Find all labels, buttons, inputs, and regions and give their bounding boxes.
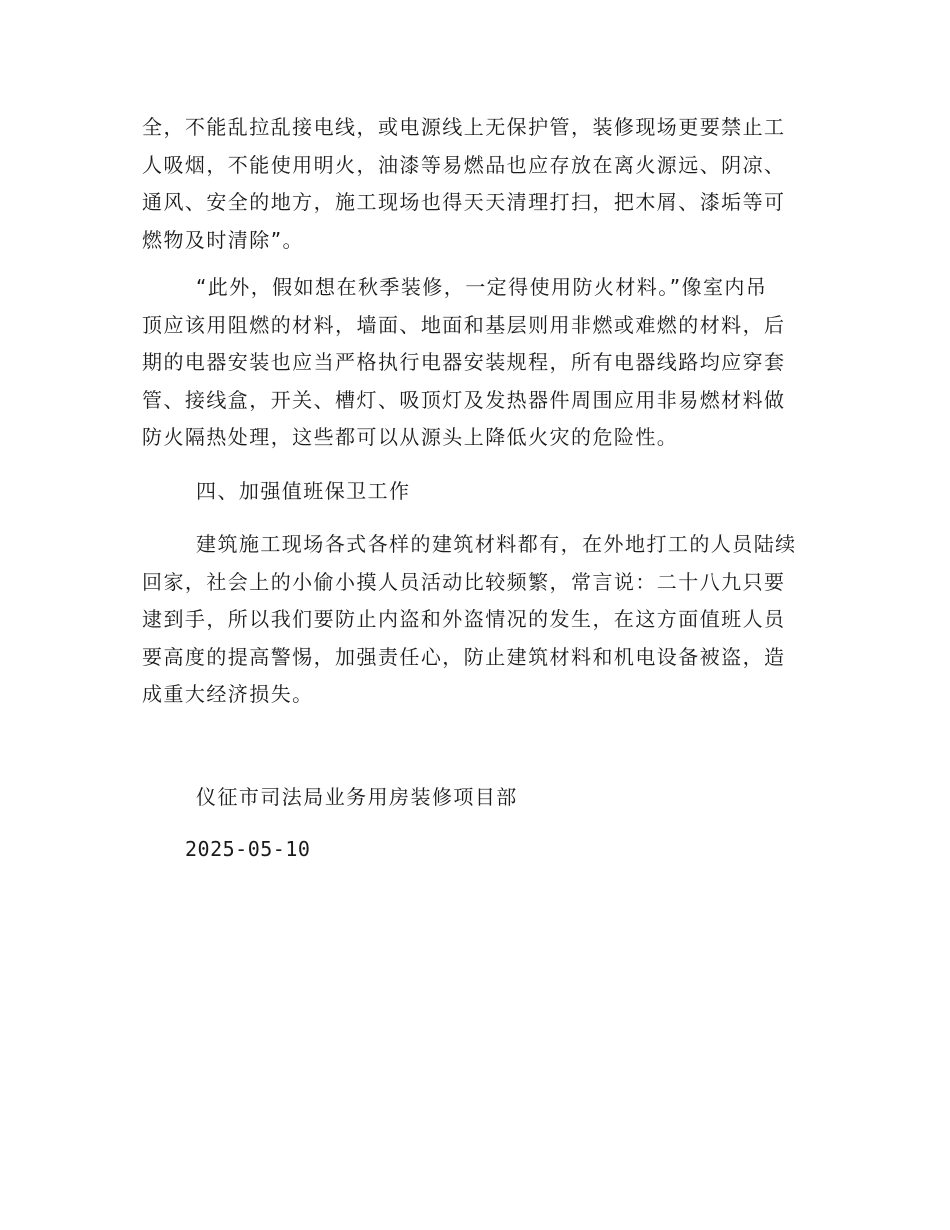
paragraph-line: 顶应该用阻燃的材料，墙面、地面和基层则用非燃或难燃的材料，后 [142,313,786,337]
paragraph-line: 建筑施工现场各式各样的建筑材料都有，在外地打工的人员陆续 [196,532,797,556]
paragraph-line: “此外，假如想在秋季装修，一定得使用防火材料。”像室内吊 [196,275,768,299]
paragraph-line: 通风、安全的地方，施工现场也得天天清理打扫，把木屑、漆垢等可 [142,190,786,214]
paragraph-line: 管、接线盒，开关、槽灯、吸顶灯及发热器件周围应用非易燃材料做 [142,388,786,412]
paragraph-line: 期的电器安装也应当严格执行电器安装规程，所有电器线路均应穿套 [142,350,786,374]
paragraph-line: 燃物及时清除”。 [142,228,304,252]
paragraph-line: 逮到手，所以我们要防止内盗和外盗情况的发生，在这方面值班人员 [142,607,786,631]
organization-signature: 仪征市司法局业务用房装修项目部 [196,785,518,809]
paragraph-line: 防火隔热处理，这些都可以从源头上降低火灾的危险性。 [142,425,679,449]
section-heading: 四、加强值班保卫工作 [196,479,411,503]
paragraph-line: 成重大经济损失。 [142,682,314,706]
paragraph-line: 要高度的提高警惕，加强责任心，防止建筑材料和机电设备被盗，造 [142,645,786,669]
paragraph-line: 回家，社会上的小偷小摸人员活动比较频繁，常言说：二十八九只要 [142,570,786,594]
document-date: 2025-05-10 [185,837,311,861]
paragraph-line: 全，不能乱拉乱接电线，或电源线上无保护管，装修现场更要禁止工 [142,115,786,139]
paragraph-line: 人吸烟，不能使用明火，油漆等易燃品也应存放在离火源远、阴凉、 [142,153,786,177]
